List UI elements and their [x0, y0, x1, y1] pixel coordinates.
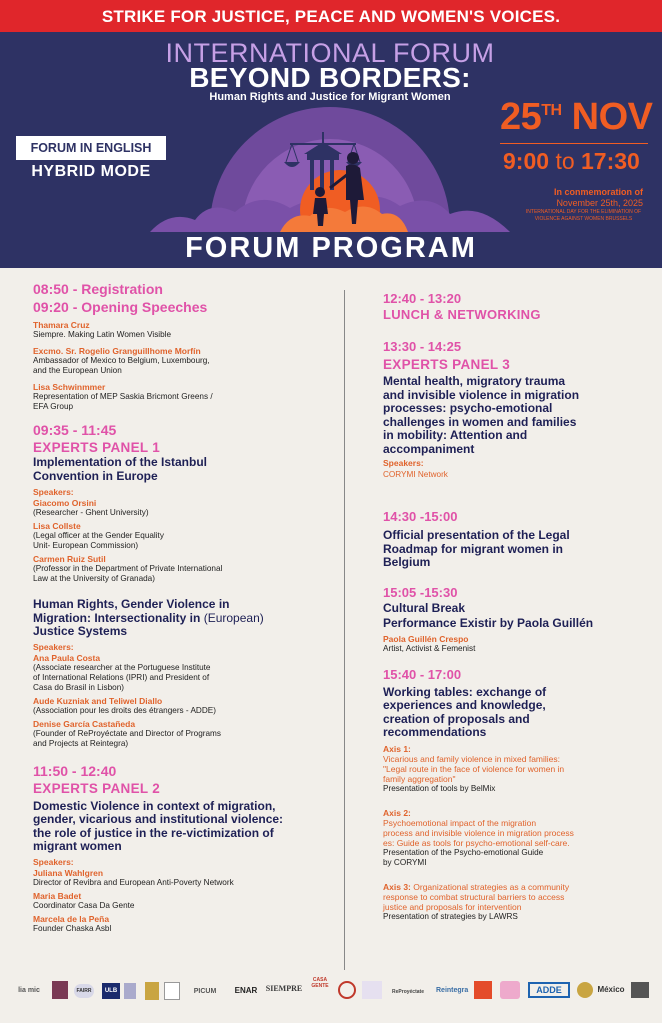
time-end: 17:30: [581, 148, 640, 174]
axis-label-text: Axis 3:: [383, 881, 411, 892]
axis-text: family aggregation": [383, 773, 456, 784]
axis-label: [383, 744, 643, 754]
logo-adde: ADDE: [528, 982, 570, 998]
speaker-name: Lisa Collste: [33, 521, 81, 531]
speaker-name: Giacomo Orsini: [33, 498, 97, 508]
commemoration-day: INTERNATIONAL DAY FOR THE ELIMINATION OF VIOLENCE AGAINST WOMEN BRUSSELS: [525, 209, 642, 222]
axis-3: [383, 882, 643, 922]
title-line: in mobility: Attention and: [383, 428, 528, 442]
forum-program-title: FORUM PROGRAM: [185, 232, 477, 264]
performer-desc: Artist, Activist & Femenist: [383, 643, 476, 653]
speaker-desc: Siempre. Making Latin Women Visible: [33, 330, 172, 339]
title-line: Roadmap for migrant women in: [383, 541, 564, 556]
speakers-label: Speakers:: [33, 487, 74, 497]
axis-text: Psychoemotional impact of the migration: [383, 817, 537, 828]
left-column: [33, 281, 333, 934]
panel1-speakers: [33, 498, 333, 584]
hybrid-mode-label: HYBRID MODE: [31, 163, 151, 180]
panel1-label: EXPERTS PANEL 1: [33, 440, 161, 455]
speaker-name: Marcela de la Peña: [33, 913, 110, 924]
roadmap-time: 14:30 -15:00: [383, 509, 458, 524]
speaker-desc: Law at the University of Granada): [33, 574, 155, 583]
axis-text: justice and proposals for intervention: [383, 901, 522, 912]
logo-emblem-icon: [145, 982, 159, 1000]
speaker-name: Aude Kuzniak and Teliwel Diallo: [33, 695, 163, 706]
speaker-desc: Director of Revibra and European Anti-Poverty Network: [33, 877, 234, 887]
logo-block-icon: [124, 983, 136, 999]
forum-line2: BEYOND BORDERS:: [189, 62, 471, 93]
logo-box-icon: [164, 982, 180, 1000]
event-time: [503, 148, 640, 175]
speaker: [33, 719, 333, 749]
title-line: gender, vicarious and institutional violence:: [33, 812, 284, 826]
axis-text: process and invisible violence in migration process: [383, 827, 574, 838]
column-divider: [344, 290, 345, 970]
date-underline: [500, 143, 648, 144]
speaker-desc: Representation of MEP Saskia Bricmont Greens /: [33, 392, 213, 401]
time-to: to: [555, 148, 575, 174]
roadmap-title: [383, 529, 643, 570]
speaker-desc: (Founder of ReProyéctate and Director of Programs: [33, 728, 221, 738]
axis-presentation: Presentation of strategies by LAWRS: [383, 911, 518, 921]
logo-reintegra: Reintegra: [436, 987, 469, 994]
axis-presentation: Presentation of the Psycho-emotional Guide: [383, 847, 544, 857]
performance-title: Performance Existir by Paola Guillén: [383, 616, 594, 630]
axis-text-first: Organizational strategies as a community: [413, 881, 570, 892]
speakers-label: Speakers:: [383, 458, 424, 468]
right-column: [383, 290, 643, 922]
logo-tile-icon: [362, 981, 382, 999]
date-suffix: TH: [541, 102, 562, 119]
forum-language-badge: FORUM IN ENGLISH: [16, 136, 166, 160]
speaker: [33, 653, 333, 693]
speakers-label: Speakers:: [33, 856, 74, 867]
date-month: NOV: [571, 96, 653, 138]
speaker: [33, 346, 333, 376]
panel1-time: 09:35 - 11:45: [33, 422, 117, 438]
commemoration-label: In conmemoration of: [553, 187, 643, 197]
speaker-desc: (Researcher - Ghent University): [33, 508, 149, 517]
break-title: Cultural Break: [383, 600, 466, 615]
axis-label-text: Axis 1:: [383, 743, 411, 754]
logo-fairr: FAIRR: [74, 984, 94, 998]
title-part: (European): [203, 610, 264, 625]
speaker-name: Denise García Castañeda: [33, 718, 136, 729]
speaker-desc: EFA Group: [33, 402, 74, 411]
speaker-desc: and Projects at Reintegra): [33, 738, 129, 748]
title-line: Domestic Violence in context of migration,: [33, 798, 276, 813]
logo-pink-icon: [500, 981, 520, 999]
title-line: accompaniment: [383, 441, 475, 456]
title-line: the role of justice in the re-victimization of: [33, 825, 274, 840]
title-line: Belgium: [383, 555, 431, 569]
speaker: [33, 382, 333, 412]
title-line: Justice Systems: [33, 624, 128, 638]
speaker-desc: (Professor in the Department of Private International: [33, 564, 223, 573]
logo-seal-icon: [577, 982, 593, 998]
speaker: [33, 320, 333, 340]
title-line: creation of proposals and: [383, 711, 530, 726]
speaker-name: Thamara Cruz: [33, 320, 90, 330]
title-line: experiences and knowledge,: [383, 698, 546, 712]
top-banner: STRIKE FOR JUSTICE, PEACE AND WOMEN'S VOICES.: [0, 0, 662, 32]
title-line: Human Rights, Gender Violence in: [33, 597, 230, 611]
panel3-label: EXPERTS PANEL 3: [383, 357, 511, 372]
speaker: [33, 868, 333, 888]
panel1b-title: [33, 598, 333, 639]
axis-text: Vicarious and family violence in mixed families:: [383, 753, 561, 764]
axis-text: "Legal route in the face of violence for women in: [383, 763, 565, 774]
working-title: [383, 686, 643, 740]
panel2-time: 11:50 - 12:40: [33, 762, 117, 779]
speaker-name: Lisa Schwinmmer: [33, 382, 106, 392]
opening-speakers: [33, 320, 333, 412]
speaker-desc: (Associate researcher at the Portuguese Institute: [33, 662, 211, 672]
logo-mexico: México: [597, 985, 625, 994]
speaker-desc: (Legal officer at the Gender Equality: [33, 531, 164, 540]
speaker: [33, 554, 333, 584]
axis-text: es: Guide as tools for psycho-emotional self-care.: [383, 837, 570, 848]
speaker: [33, 891, 333, 911]
panel3-title: [383, 375, 643, 456]
lunch-label: LUNCH & NETWORKING: [383, 307, 541, 322]
panel2-label: EXPERTS PANEL 2: [33, 780, 161, 796]
speaker-desc: Unit- European Commission): [33, 541, 139, 550]
commemoration-date: November 25th, 2025: [556, 198, 643, 208]
title-part: Migration: Intersectionality in: [33, 610, 201, 625]
logo-siempre: SIEMPRE: [265, 984, 303, 993]
forum-line1: INTERNATIONAL FORUM: [165, 38, 495, 68]
panel2-title: [33, 800, 333, 854]
panel1-title: [33, 456, 333, 483]
panel3-speaker: CORYMI Network: [383, 470, 448, 479]
axis-label: [383, 808, 643, 818]
axis-1: [383, 744, 643, 794]
speaker: [33, 696, 333, 716]
speaker-desc: and the European Union: [33, 366, 122, 375]
title-line: processes: psycho-emotional: [383, 401, 553, 415]
date-day: 25: [500, 96, 542, 138]
speaker-name: Carmen Ruiz Sutil: [33, 554, 106, 564]
axis-label-text: Axis 2:: [383, 807, 411, 818]
speaker-name: Juliana Wahlgren: [33, 867, 104, 878]
axis-text: [383, 882, 643, 892]
title-line: Mental health, migratory trauma: [383, 374, 566, 388]
lunch-time: 12:40 - 13:20: [383, 291, 462, 306]
opening-slot: 09:20 - Opening Speeches: [33, 299, 208, 315]
logo-casa-gente: CASA GENTE: [311, 977, 329, 989]
panel1b-speakers: [33, 653, 333, 749]
title-line: and invisible violence in migration: [383, 387, 580, 402]
logo-ulb: ULB: [102, 983, 120, 999]
justice-scale-illustration: [150, 92, 510, 232]
title-line: Implementation of the Istanbul: [33, 455, 208, 469]
speaker-desc: Coordinator Casa Da Gente: [33, 900, 135, 910]
speaker-desc: Casa do Brasil in Lisbon): [33, 682, 125, 692]
axis-presentation: by CORYMI: [383, 857, 427, 867]
title-line: Official presentation of the Legal: [383, 528, 570, 542]
logo-dark-icon: [631, 982, 649, 998]
axis-text: response to combat structural barriers to access: [383, 891, 565, 902]
speaker-desc: Ambassador of Mexico to Belgium, Luxembourg,: [33, 356, 210, 365]
panel2-speakers: [33, 868, 333, 934]
speaker: [33, 521, 333, 551]
title-line: Convention in Europe: [33, 468, 158, 483]
logo-picum: PICUM: [193, 988, 217, 995]
panel3-time: 13:30 - 14:25: [383, 339, 462, 354]
title-line: Working tables: exchange of: [383, 684, 547, 699]
axis-presentation: Presentation of tools by BelMix: [383, 783, 496, 793]
logo-liamic: lia mic: [18, 987, 40, 994]
speaker-name: Excmo. Sr. Rogelio Granguillhome Morfín: [33, 346, 201, 356]
speaker-desc: of International Relations (IPRI) and President of: [33, 672, 210, 682]
time-start: 9:00: [503, 148, 550, 174]
speaker: [33, 498, 333, 518]
logo-red-icon: [474, 981, 492, 999]
title-line: challenges in women and families: [383, 414, 577, 429]
logo-reproyectate: ReProyéctate: [392, 989, 424, 995]
speakers-label: Speakers:: [33, 641, 74, 652]
title-line: [33, 612, 333, 626]
forum-subtitle: Human Rights and Justice for Migrant Women: [209, 91, 451, 103]
header-hero: [0, 32, 662, 268]
axis-2: [383, 808, 643, 868]
performer-name: Paola Guillén Crespo: [383, 633, 469, 644]
speaker: [33, 914, 333, 934]
logo-enar: ENAR: [234, 986, 258, 995]
working-time: 15:40 - 17:00: [383, 666, 462, 682]
speaker-desc: Founder Chaska Asbl: [33, 923, 112, 933]
speaker-name: Ana Paula Costa: [33, 652, 101, 663]
title-line: migrant women: [33, 839, 122, 853]
logo-ring-icon: [338, 981, 356, 999]
speaker-name: Maria Badet: [33, 890, 82, 901]
break-time: 15:05 -15:30: [383, 584, 458, 600]
speaker-desc: (Association pour les droits des étrangers - ADDE): [33, 705, 216, 715]
event-date: [500, 96, 653, 139]
registration-slot: 08:50 - Registration: [33, 281, 163, 297]
logo-square-icon: [52, 981, 68, 999]
title-line: recommendations: [383, 725, 487, 739]
